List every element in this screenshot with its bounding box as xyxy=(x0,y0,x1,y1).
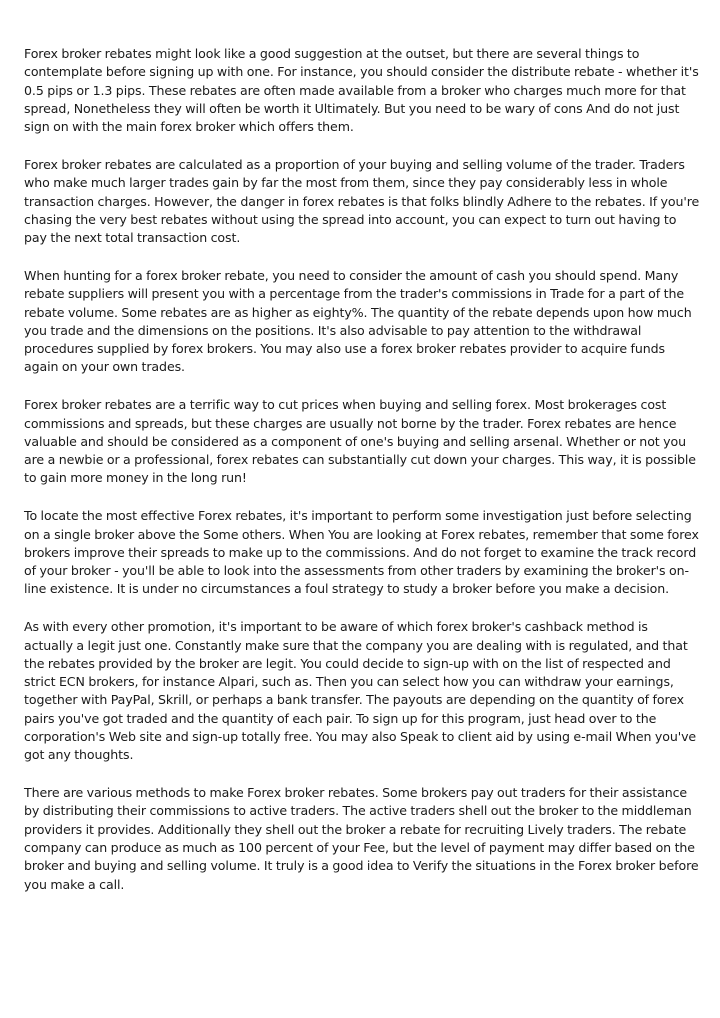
paragraph-7: There are various methods to make Forex broker rebates. Some brokers pay out traders for their assistance by distributing their commissions to active traders. The active traders shell out the broker to the middleman providers it provides. Additionally they shell out the broker a rebate for recruiting Lively traders. The rebate company can produce as much as 100 percent of your Fee, but the level of payment may differ based on the broker and buying and selling volume. It truly is a good idea to Verify the situations in the Forex broker before you make a call. xyxy=(24,785,699,892)
paragraph-5: To locate the most effective Forex rebates, it's important to perform some investigation just before selecting on a single broker above the Some others. When You are looking at Forex rebates, remember that some forex brokers improve their spreads to make up to the commissions. And do not forget to examine the track record of your broker - you'll be able to look into the assessments from other traders by examining the broker's on-line existence. It is under no circumstances a foul strategy to study a broker before you make a decision. xyxy=(24,508,699,597)
paragraph-6: As with every other promotion, it's important to be aware of which forex broker's cashback method is actually a legit just one. Constantly make sure that the company you are dealing with is regulated, and that the rebates provided by the broker are legit. You could decide to sign-up with on the list of respected and strict ECN brokers, for instance Alpari, such as. Then you can select how you can withdraw your earnings, together with PayPal, Skrill, or perhaps a bank transfer. The payouts are depending on the quantity of forex pairs you've got traded and the quantity of each pair. To sign up for this program, just head over to the corporation's Web site and sign-up totally free. You may also Speak to client aid by using e-mail When you've got any thoughts. xyxy=(24,619,697,763)
article-body xyxy=(24,45,700,913)
paragraph-2: Forex broker rebates are calculated as a proportion of your buying and selling volume of the trader. Traders who make much larger trades gain by far the most from them, since they pay considerably less in whole transaction charges. However, the danger in forex rebates is that folks blindly Adhere to the rebates. If you're chasing the very best rebates without using the spread into account, you can expect to turn out having to pay the next total transaction cost. xyxy=(24,156,700,246)
paragraph-4: Forex broker rebates are a terrific way to cut prices when buying and selling forex. Most brokerages cost commissions and spreads, but these charges are usually not borne by the trader. Forex rebates are hence valuable and should be considered as a component of one's buying and selling arsenal. Whether or not you are a newbie or a professional, forex rebates can substantially cut down your charges. This way, it is possible to gain more money in the long run! xyxy=(24,397,696,486)
paragraph-1: Forex broker rebates might look like a good suggestion at the outset, but there are several things to contemplate before signing up with one. For instance, you should consider the distribute rebate - whether it's 0.5 pips or 1.3 pips. These rebates are often made available from a broker who charges much more for that spread, Nonetheless they will often be worth it Ultimately. But you need to be wary of cons And do not just sign on with the main forex broker which offers them. xyxy=(24,46,699,135)
paragraph-3: When hunting for a forex broker rebate, you need to consider the amount of cash you should spend. Many rebate suppliers will present you with a percentage from the trader's commissions in Trade for a part of the rebate volume. Some rebates are as higher as eighty%. The quantity of the rebate depends upon how much you trade and the dimensions on the positions. It's also advisable to pay attention to the withdrawal procedures supplied by forex brokers. You may also use a forex broker rebates provider to acquire funds again on your own trades. xyxy=(24,267,692,375)
